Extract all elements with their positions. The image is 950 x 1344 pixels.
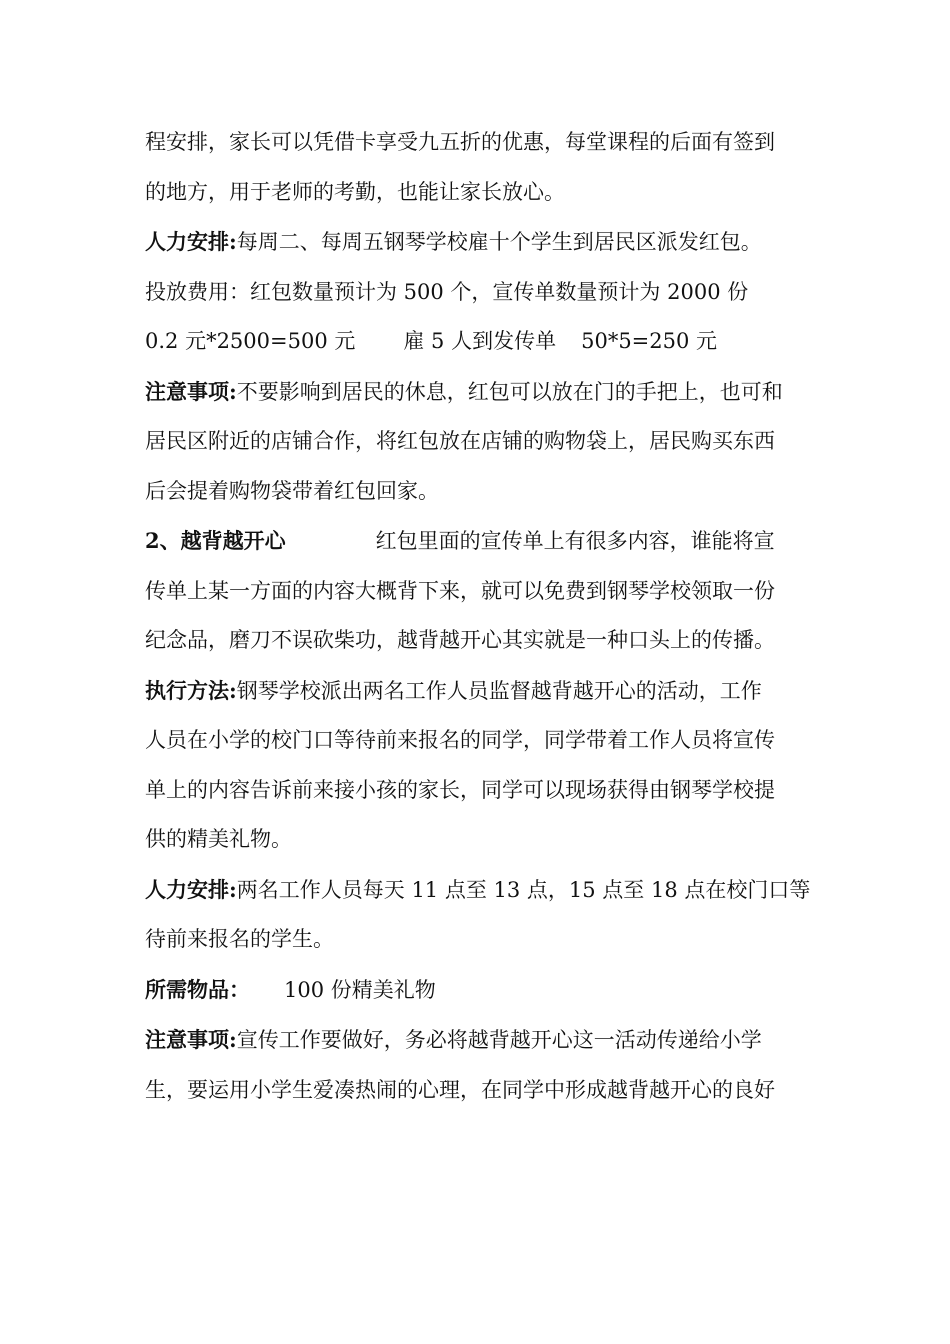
staffing-label-2: 人力安排: [145, 876, 237, 902]
section-heading: 2、越背越开心 [145, 528, 286, 553]
materials-text: 100 份精美礼物 [284, 977, 436, 1002]
materials-label: 所需物品： [145, 976, 250, 1002]
staffing-paragraph-2 [145, 865, 810, 916]
cost-hire-label: 雇 5 人到发传单 [403, 329, 557, 353]
body-line-11: 纪念品，磨刀不误砍柴功，越背越开心其实就是一种口头上的传播。 [145, 628, 775, 652]
document-page [145, 118, 810, 1115]
notes-text-1: 不要影响到居民的休息，红包可以放在门的手把上，也可和 [236, 379, 783, 404]
body-line-8: 后会提着购物袋带着红包回家。 [145, 478, 439, 503]
body-line-13: 人员在小学的校门口等待前来报名的同学，同学带着工作人员将宣传 [145, 728, 775, 752]
staffing-label-1: 人力安排: [145, 229, 237, 254]
body-line-1: 程安排，家长可以凭借卡享受九五折的优惠，每堂课程的后面有签到 [145, 130, 775, 154]
body-line-15: 供的精美礼物。 [145, 827, 292, 851]
staffing-text-2: 两名工作人员每天 11 点至 13 点，15 点至 18 点在校门口等 [236, 877, 811, 902]
method-label: 执行方法: [145, 677, 237, 703]
body-line-10: 传单上某一方面的内容大概背下来，就可以免费到钢琴学校领取一份 [145, 578, 775, 603]
cost-line: 投放费用：红包数量预计为 500 个，宣传单数量预计为 2000 份 [145, 279, 749, 304]
section-heading-line [145, 516, 810, 567]
cost-red-packets: 0.2 元*2500=500 元 [145, 329, 356, 353]
notes-text-2: 宣传工作要做好，务必将越背越开心这一活动传递给小学 [236, 1028, 762, 1052]
cost-calculation-line [145, 317, 810, 367]
notes-label-1: 注意事项: [145, 378, 237, 404]
body-line-2: 的地方，用于老师的考勤，也能让家长放心。 [145, 179, 565, 204]
method-text: 钢琴学校派出两名工作人员监督越背越开心的活动，工作 [236, 678, 762, 703]
body-line-20: 生，要运用小学生爱凑热闹的心理，在同学中形成越背越开心的良好 [145, 1077, 775, 1102]
notes-paragraph-1 [145, 367, 810, 418]
staffing-text-1: 每周二、每周五钢琴学校雇十个学生到居民区派发红包。 [236, 230, 762, 254]
body-line-7: 居民区附近的店铺合作，将红包放在店铺的购物袋上，居民购买东西 [145, 429, 775, 453]
materials-line [145, 965, 810, 1016]
staffing-paragraph-1 [145, 217, 810, 268]
cost-hire-total: 50*5=250 元 [581, 329, 718, 353]
notes-label-2: 注意事项: [145, 1027, 237, 1052]
body-line-14: 单上的内容告诉前来接小孩的家长，同学可以现场获得由钢琴学校提 [145, 777, 775, 802]
section-intro-text: 红包里面的宣传单上有很多内容，谁能将宣 [375, 529, 775, 553]
body-line-17: 待前来报名的学生。 [145, 927, 334, 951]
notes-paragraph-2 [145, 1015, 810, 1066]
method-paragraph [145, 666, 810, 717]
